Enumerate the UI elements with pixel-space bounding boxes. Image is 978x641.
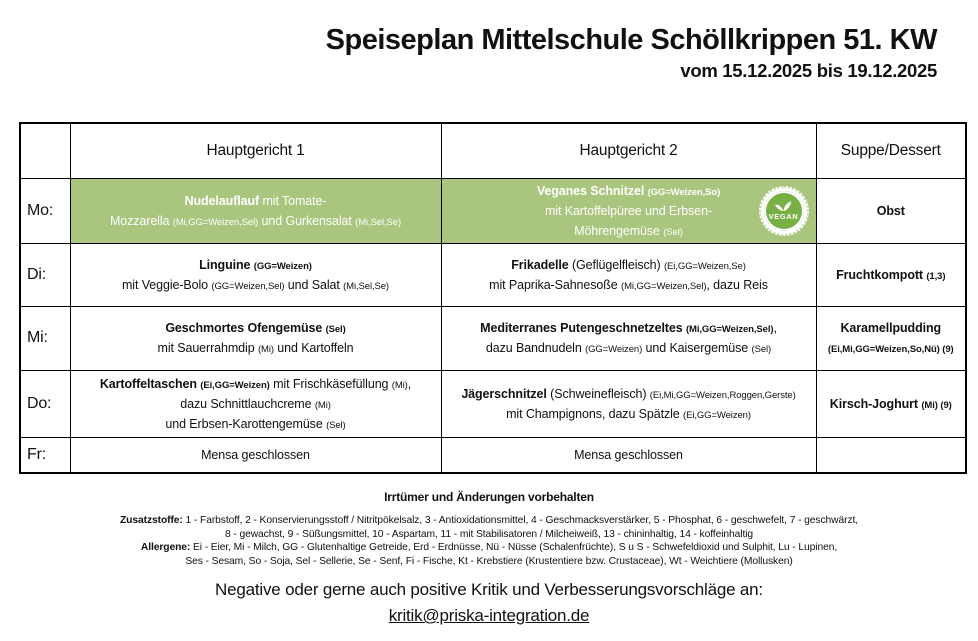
additives-allergens-notes bbox=[0, 514, 978, 569]
column-header-day bbox=[20, 123, 70, 178]
column-header-hauptgericht-1: Hauptgericht 1 bbox=[70, 123, 441, 178]
header-row bbox=[20, 123, 966, 178]
header bbox=[0, 24, 937, 82]
menu-table-body bbox=[20, 178, 966, 473]
text-segment: (Mi) bbox=[391, 379, 408, 391]
day-label: Mi: bbox=[20, 306, 70, 370]
text-segment: (Mi) (9) bbox=[921, 399, 952, 411]
text-segment: Karamellpudding bbox=[840, 321, 942, 335]
menu-cell-suppe-dessert bbox=[816, 243, 966, 306]
feedback-text: Negative oder gerne auch positive Kritik und Verbesserungsvorschläge an: bbox=[215, 580, 763, 599]
text-segment: (Sel) bbox=[751, 344, 772, 355]
text-segment: Möhrengemüse bbox=[574, 223, 664, 238]
email-link[interactable]: kritik@priska-integration.de bbox=[388, 606, 590, 625]
text-segment: (Mi,Sel,Se) bbox=[343, 280, 389, 292]
text-segment: (Ei,Mi,GG=Weizen,Roggen,Gerste) bbox=[649, 389, 796, 401]
text-segment: Linguine bbox=[199, 257, 254, 272]
menu-cell-suppe-dessert bbox=[816, 370, 966, 437]
allergene-line-2: Ses - Sesam, So - Soja, Sel - Sellerie, Se - Senf, Fi - Fische, Kt - Krebstiere (Krustentiere bzw. Crustaceae), Wt - Weichtiere (Mollusken) bbox=[185, 556, 793, 568]
text-segment: Mozzarella bbox=[109, 213, 173, 228]
zusatzstoffe-label: Zusatzstoffe: bbox=[119, 515, 183, 526]
table-row bbox=[20, 370, 966, 437]
text-segment: und Kartoffeln bbox=[273, 341, 354, 355]
vegan-badge-label: VEGAN bbox=[768, 211, 799, 221]
text-segment: (Mi,GG=Weizen,Sel) bbox=[621, 280, 707, 292]
text-segment: , bbox=[407, 376, 412, 391]
column-header-hauptgericht-2: Hauptgericht 2 bbox=[441, 123, 816, 178]
text-segment: (Mi) bbox=[257, 344, 274, 355]
menu-cell-hauptgericht-2 bbox=[441, 178, 816, 243]
text-segment: dazu Schnittlauchcreme bbox=[180, 396, 315, 411]
table-row bbox=[20, 437, 966, 473]
allergene-label: Allergene: bbox=[140, 542, 191, 554]
day-label: Do: bbox=[20, 370, 70, 437]
menu-cell-suppe-dessert bbox=[816, 306, 966, 370]
text-segment: (Ei,GG=Weizen) bbox=[200, 379, 270, 391]
menu-cell-hauptgericht-2 bbox=[441, 306, 816, 370]
table-row bbox=[20, 243, 966, 306]
text-segment: Fruchtkompott bbox=[836, 267, 927, 282]
text-segment: mit Sauerrahmdip bbox=[157, 341, 258, 355]
text-segment: Jägerschnitzel bbox=[461, 386, 551, 401]
day-label: Di: bbox=[20, 243, 70, 306]
vegan-badge-inner bbox=[764, 191, 804, 231]
text-segment: und Kaisergemüse bbox=[642, 341, 752, 355]
text-segment: (Mi) bbox=[314, 399, 331, 411]
text-segment: mit Paprika-Sahnesoße bbox=[489, 277, 622, 292]
text-segment: (Sel) bbox=[663, 226, 683, 238]
text-segment: (GG=Weizen,So) bbox=[647, 186, 721, 198]
text-segment: mit Tomate- bbox=[259, 193, 327, 208]
zusatzstoffe-line-1 bbox=[0, 514, 978, 528]
menu-cell-hauptgericht-2 bbox=[441, 437, 816, 473]
text-segment: (Mi,GG=Weizen,Sel) bbox=[685, 324, 774, 335]
text-segment: Obst bbox=[876, 203, 905, 218]
text-segment: Mediterranes Putengeschnetzeltes bbox=[480, 321, 686, 335]
text-segment: (1,3) bbox=[926, 270, 946, 282]
menu-cell-suppe-dessert bbox=[816, 178, 966, 243]
menu-cell-hauptgericht-1 bbox=[70, 437, 441, 473]
menu-cell-hauptgericht-1 bbox=[70, 370, 441, 437]
text-segment: mit Champignons, dazu Spätzle bbox=[506, 406, 684, 421]
day-label: Fr: bbox=[20, 437, 70, 473]
text-segment: , dazu Reis bbox=[706, 277, 768, 292]
text-segment: (Ei,Mi,GG=Weizen,So,Nü) (9) bbox=[827, 344, 954, 355]
text-segment: (GG=Weizen) bbox=[585, 344, 643, 355]
text-segment: Veganes Schnitzel bbox=[536, 183, 648, 198]
text-segment: (Mi,Sel,Se) bbox=[355, 216, 402, 228]
text-segment: (Sel) bbox=[325, 324, 346, 335]
text-segment: Kirsch-Joghurt bbox=[829, 396, 922, 411]
text-segment: (GG=Weizen) bbox=[253, 260, 312, 272]
email-line bbox=[0, 606, 978, 626]
allergene-line-1 bbox=[0, 541, 978, 555]
vegan-badge bbox=[759, 186, 809, 236]
date-range: vom 15.12.2025 bis 19.12.2025 bbox=[680, 60, 937, 81]
column-header-suppe-dessert: Suppe/Dessert bbox=[816, 123, 966, 178]
text-segment: (Schweinefleisch) bbox=[550, 386, 650, 401]
text-segment: dazu Bandnudeln bbox=[485, 341, 586, 355]
text-segment: (Sel) bbox=[326, 419, 346, 431]
text-segment: Kartoffeltaschen bbox=[99, 376, 201, 391]
disclaimer-text: Irrtümer und Änderungen vorbehalten bbox=[384, 490, 594, 504]
text-segment: und Salat bbox=[284, 277, 344, 292]
text-segment: (Mi,GG=Weizen,Sel) bbox=[172, 216, 259, 228]
text-segment: mit Frischkäsefüllung bbox=[269, 376, 392, 391]
menu-table bbox=[19, 122, 967, 474]
text-segment: Mensa geschlossen bbox=[201, 447, 310, 462]
menu-cell-hauptgericht-2 bbox=[441, 370, 816, 437]
menu-cell-hauptgericht-2 bbox=[441, 243, 816, 306]
text-segment: (Geflügelfleisch) bbox=[571, 257, 664, 272]
text-segment: mit Kartoffelpüree und Erbsen- bbox=[544, 203, 712, 218]
text-segment: Geschmortes Ofengemüse bbox=[165, 321, 326, 335]
text-segment: Mensa geschlossen bbox=[574, 447, 683, 462]
menu-cell-hauptgericht-1 bbox=[70, 178, 441, 243]
page-title: Speiseplan Mittelschule Schöllkrippen 51. KW bbox=[325, 24, 937, 56]
text-segment: Nudelauflauf bbox=[184, 193, 260, 208]
menu-cell-suppe-dessert bbox=[816, 437, 966, 473]
zusatzstoffe-text-1: 1 - Farbstoff, 2 - Konservierungsstoff / Nitritpökelsalz, 3 - Antioxidationsmittel, 4 - Geschmacksverstärker, 5 - Phosphat, 6 - geschwefelt, 7 - geschwärzt, bbox=[185, 515, 859, 526]
text-segment: und Gurkensalat bbox=[258, 213, 356, 228]
zusatzstoffe-line-2: 8 - gewachst, 9 - Süßungsmittel, 10 - Aspartam, 11 - mit Stabilisatoren / Milcheiweiß, 13 - chininhaltig, 14 - koffeinhaltig bbox=[224, 528, 754, 540]
text-segment: mit Veggie-Bolo bbox=[121, 277, 212, 292]
text-segment: Frikadelle bbox=[511, 257, 572, 272]
table-row bbox=[20, 306, 966, 370]
menu-cell-hauptgericht-1 bbox=[70, 306, 441, 370]
text-segment: , bbox=[773, 321, 777, 335]
menu-cell-hauptgericht-1 bbox=[70, 243, 441, 306]
text-segment: und Erbsen-Karottengemüse bbox=[165, 416, 327, 431]
leaf-icon bbox=[775, 201, 792, 212]
text-segment: (GG=Weizen,Sel) bbox=[211, 280, 285, 292]
allergene-text-1: Ei - Eier, Mi - Milch, GG - Glutenhaltige Getreide, Erd - Erdnüsse, Nü - Nüsse (Schalenfrüchte), S u S - Schwefeldioxid und Sulphit, Lu - Lupinen, bbox=[192, 542, 838, 554]
table-row bbox=[20, 178, 966, 243]
text-segment: (Ei,GG=Weizen) bbox=[683, 409, 751, 421]
menu-table-header bbox=[20, 123, 966, 178]
text-segment: (Ei,GG=Weizen,Se) bbox=[663, 260, 746, 272]
day-label: Mo: bbox=[20, 178, 70, 243]
